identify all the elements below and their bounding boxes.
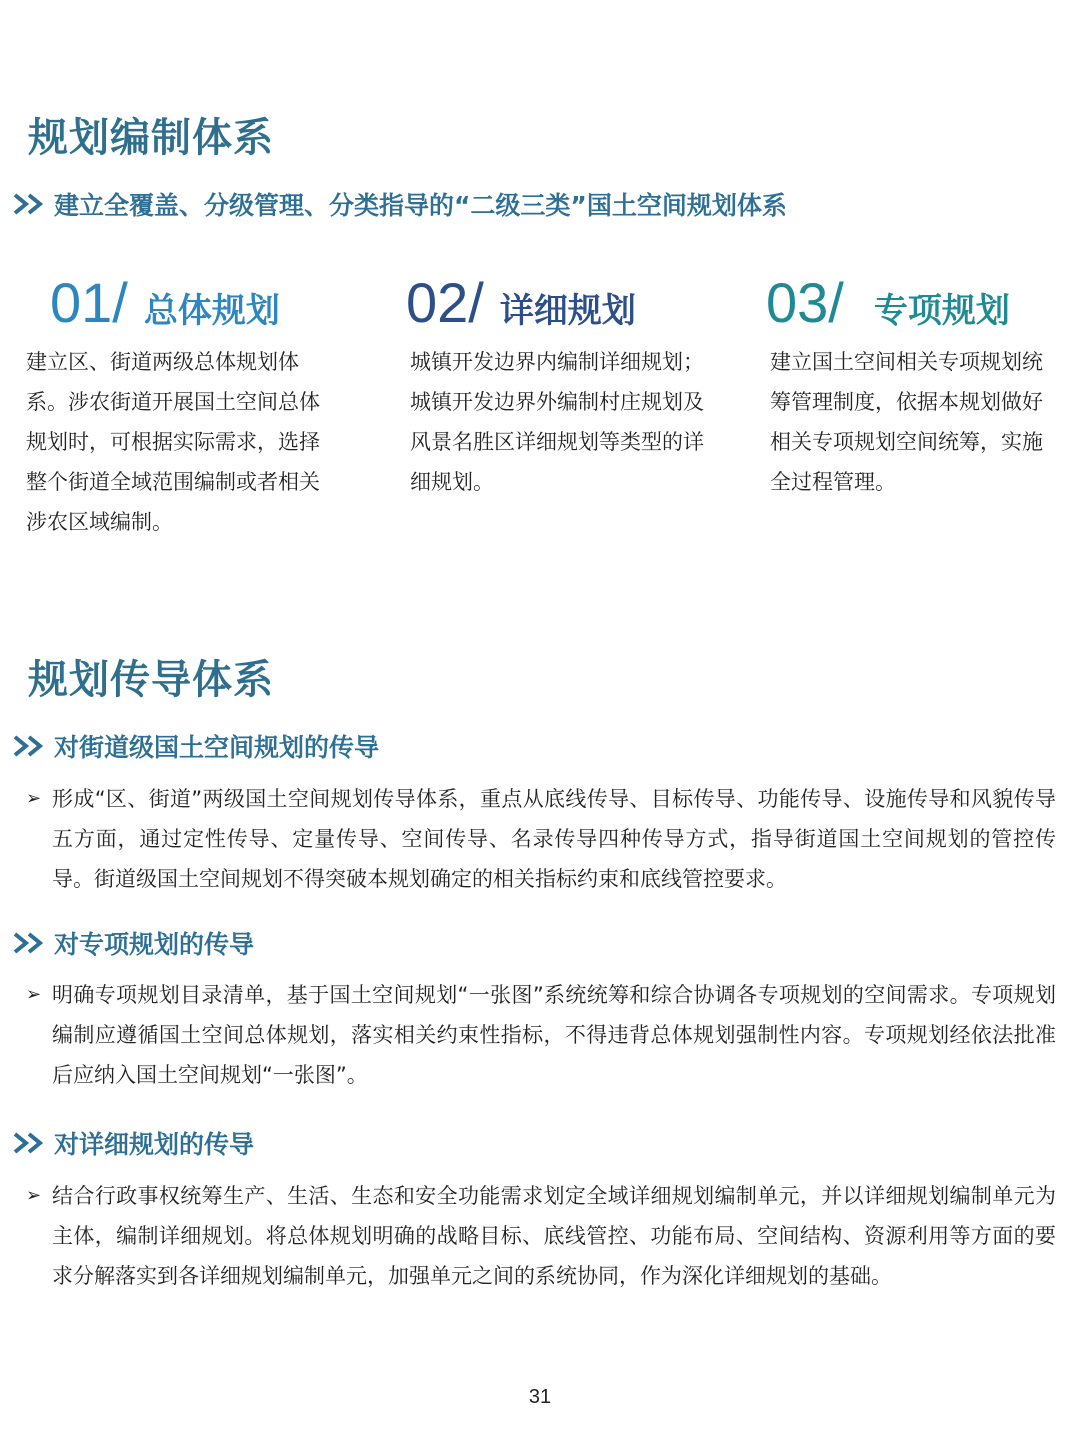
arrow-bullet-icon: ➢ — [26, 984, 42, 1005]
column-body: 城镇开发边界内编制详细规划；城镇开发边界外编制村庄规划及风景名胜区详细规划等类型的详细规划。 — [410, 350, 704, 494]
subheading-system — [12, 186, 787, 222]
bullet-paragraph — [26, 1176, 1056, 1296]
column-overall-plan — [26, 271, 350, 542]
double-chevron-icon — [12, 1130, 50, 1156]
column-detailed-plan — [406, 272, 706, 502]
section-title-planning-system: 规划编制体系 — [28, 115, 274, 161]
column-number: 03/ — [766, 271, 844, 334]
column-title: 总体规划 — [143, 291, 280, 331]
bullet-paragraph — [26, 975, 1056, 1095]
page-number: 31 — [528, 1386, 552, 1408]
section-title-transmission-system: 规划传导体系 — [28, 657, 274, 703]
subheading-street-transmission — [12, 728, 379, 764]
column-title: 详细规划 — [499, 291, 636, 331]
double-chevron-icon — [12, 733, 50, 759]
paragraph-text: 明确专项规划目录清单，基于国土空间规划“一张图”系统统筹和综合协调各专项规划的空间需求。专项规划编制应遵循国土空间总体规划，落实相关约束性指标，不得违背总体规划强制性内容。专项规划经依法批准后应纳入国土空间规划“一张图”。 — [52, 983, 1056, 1087]
bullet-paragraph — [26, 779, 1056, 899]
column-body: 建立国土空间相关专项规划统筹管理制度，依据本规划做好相关专项规划空间统筹，实施全过程管理。 — [770, 350, 1043, 494]
subheading-text: 对详细规划的传导 — [54, 1130, 255, 1159]
column-title: 专项规划 — [873, 291, 1010, 331]
paragraph-text: 结合行政事权统筹生产、生活、生态和安全功能需求划定全域详细规划编制单元，并以详细规划编制单元为主体，编制详细规划。将总体规划明确的战略目标、底线管控、功能布局、空间结构、资源利用等方面的要求分解落实到各详细规划编制单元，加强单元之间的系统协同，作为深化详细规划的基础。 — [52, 1184, 1056, 1288]
double-chevron-icon — [12, 930, 50, 956]
subheading-special-transmission — [12, 925, 254, 961]
subheading-detailed-transmission — [12, 1125, 254, 1161]
column-number: 02/ — [406, 271, 484, 334]
subheading-text: 对专项规划的传导 — [54, 930, 255, 959]
paragraph-text: 形成“区、街道”两级国土空间规划传导体系，重点从底线传导、目标传导、功能传导、设施传导和风貌传导五方面，通过定性传导、定量传导、空间传导、名录传导四种传导方式，指导街道国土空间规划的管控传导。街道级国土空间规划不得突破本规划确定的相关指标约束和底线管控要求。 — [52, 787, 1056, 891]
subheading-text: 建立全覆盖、分级管理、分类指导的“二级三类”国土空间规划体系 — [54, 191, 787, 220]
column-body: 建立区、街道两级总体规划体系。涉农街道开展国土空间总体规划时，可根据实际需求，选择整个街道全域范围编制或者相关涉农区域编制。 — [26, 350, 320, 534]
column-number: 01/ — [50, 271, 128, 334]
arrow-bullet-icon: ➢ — [26, 788, 42, 809]
double-chevron-icon — [12, 191, 50, 217]
column-special-plan — [766, 272, 1066, 502]
subheading-text: 对街道级国土空间规划的传导 — [54, 733, 380, 762]
arrow-bullet-icon: ➢ — [26, 1185, 42, 1206]
